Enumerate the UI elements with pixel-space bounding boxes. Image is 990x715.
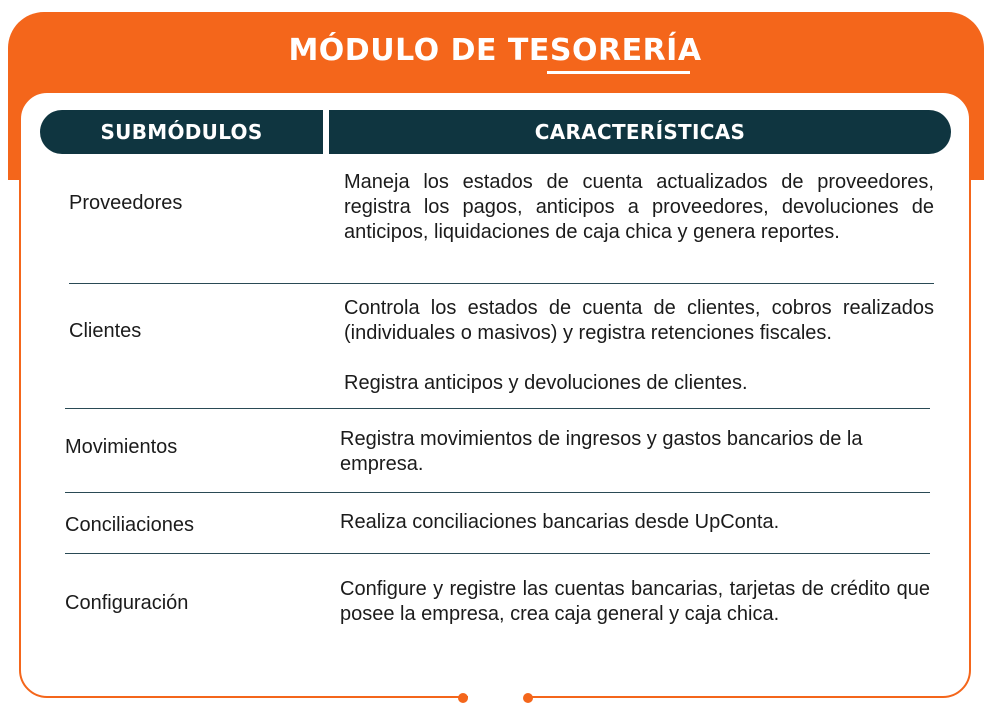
desc-proveedores: Maneja los estados de cuenta actualizados de proveedores, registra los pagos, anticipos a proveedores, devoluciones de anticipos, liquidaciones de caja chica y genera reportes. xyxy=(344,171,934,243)
desc-configuracion: Configure y registre las cuentas bancarias, tarjetas de crédito que posee la empresa, crea caja general y caja chica. xyxy=(340,578,930,625)
submodule-conciliaciones: Conciliaciones xyxy=(65,514,194,536)
bottom-dot-right xyxy=(523,693,533,703)
title-underline xyxy=(547,71,690,74)
submodule-proveedores: Proveedores xyxy=(69,192,183,214)
desc-clientes-extra: Registra anticipos y devoluciones de clientes. xyxy=(344,372,748,394)
submodule-movimientos: Movimientos xyxy=(65,436,178,458)
desc-clientes: Controla los estados de cuenta de clientes, cobros realizados (individuales o masivos) y registra retenciones fiscales. xyxy=(344,297,934,344)
submodule-configuracion: Configuración xyxy=(65,592,189,614)
bottom-gap xyxy=(468,696,524,700)
page-title: MÓDULO DE TESORERÍA xyxy=(288,33,702,68)
submodule-clientes: Clientes xyxy=(69,320,142,342)
row-divider xyxy=(69,283,934,284)
bottom-dot-left xyxy=(458,693,468,703)
column-header-submodulos: SUBMÓDULOS xyxy=(40,110,323,154)
row-divider xyxy=(65,553,930,554)
column-header-caracteristicas: CARACTERÍSTICAS xyxy=(329,110,951,154)
row-divider xyxy=(65,492,930,493)
desc-conciliaciones: Realiza conciliaciones bancarias desde UpConta. xyxy=(340,511,780,533)
desc-movimientos: Registra movimientos de ingresos y gastos bancarios de la empresa. xyxy=(340,428,863,475)
row-divider xyxy=(65,408,930,409)
